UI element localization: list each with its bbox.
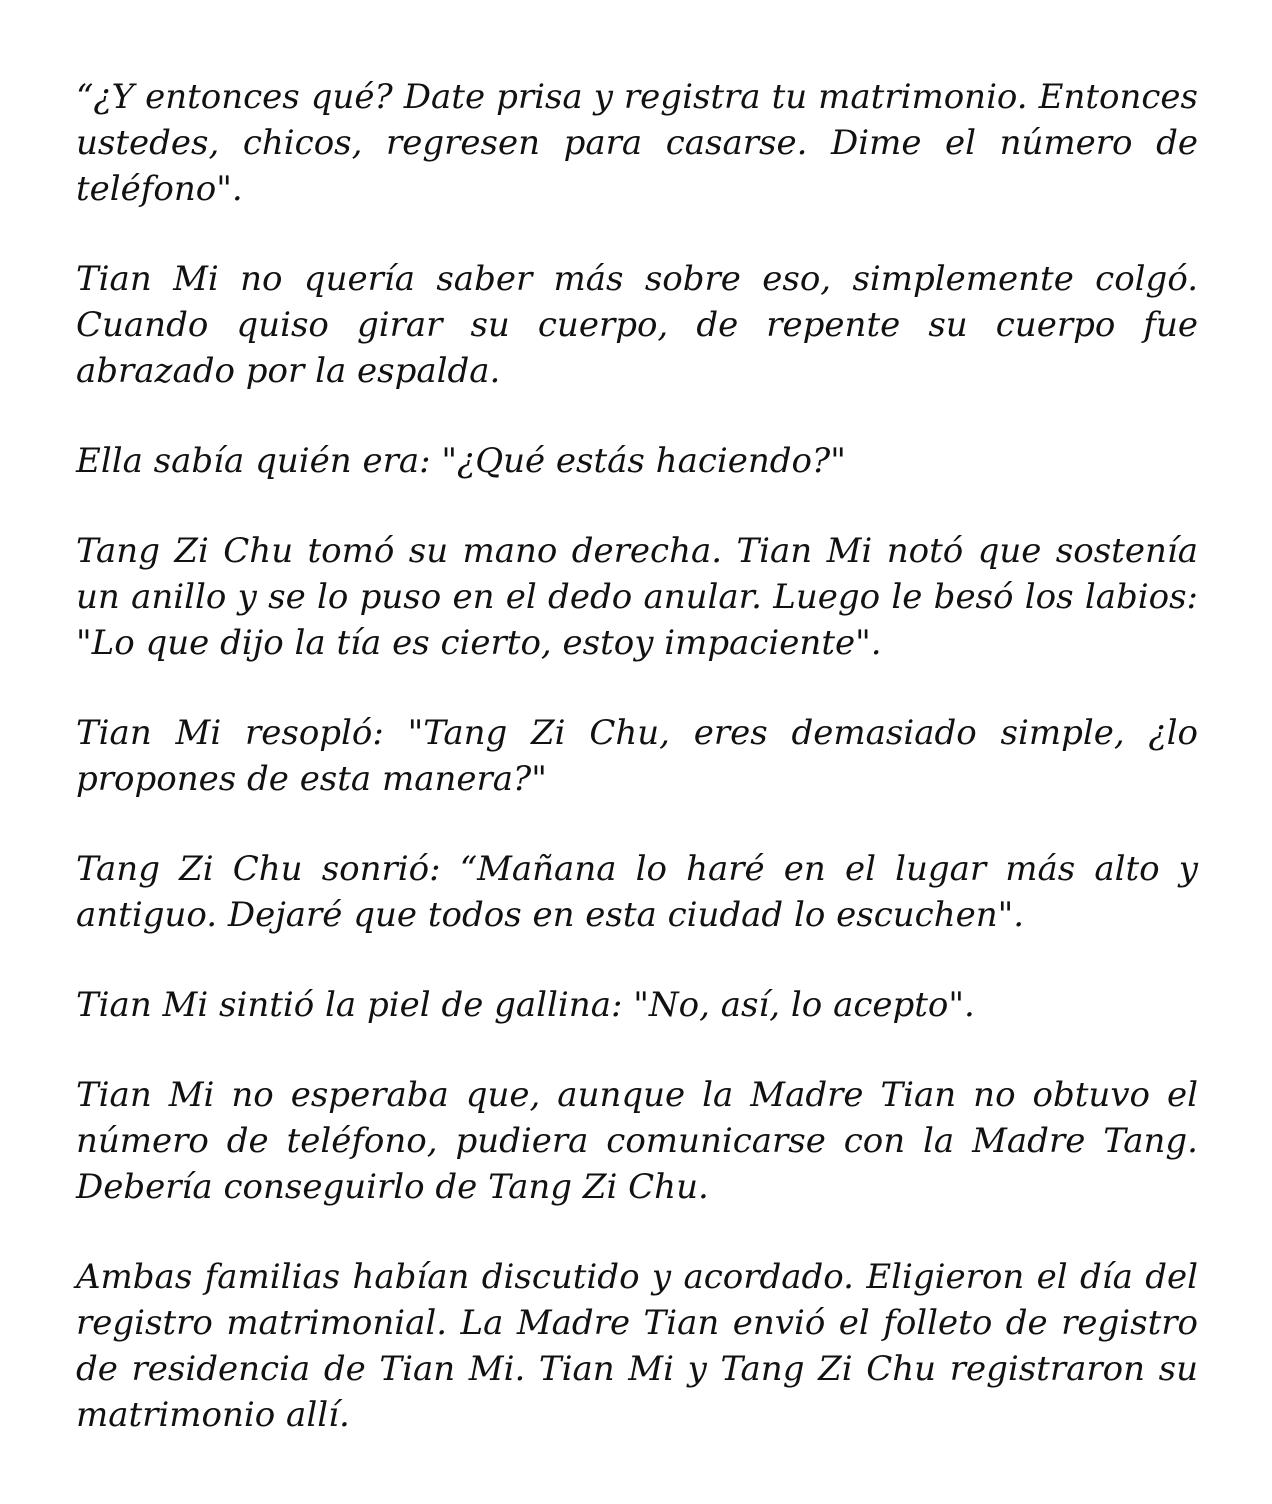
paragraph-8: Tian Mi no esperaba que, aunque la Madre Tian no obtuvo el número de teléfono, pudiera comunicarse con la Madre Tang. Debería conseguirlo de Tang Zi Chu. [76,1075,1198,1207]
paragraph-5: Tian Mi resopló: "Tang Zi Chu, eres demasiado simple, ¿lo propones de esta manera?" [76,713,1198,799]
paragraph-7: Tian Mi sintió la piel de gallina: "No, así, lo acepto". [76,985,975,1025]
paragraph-1: “¿Y entonces qué? Date prisa y registra tu matrimonio. Entonces ustedes, chicos, regresen para casarse. Dime el número de teléfono". [76,77,1198,209]
paragraph-3: Ella sabía quién era: "¿Qué estás haciendo?" [76,441,846,481]
paragraph-9: Ambas familias habían discutido y acordado. Eligieron el día del registro matrimonial. La Madre Tian envió el folleto de registro de residencia de Tian Mi. Tian Mi y Tang Zi Chu registraron su matrimonio allí. [76,1257,1198,1435]
paragraph-2: Tian Mi no quería saber más sobre eso, simplemente colgó. Cuando quiso girar su cuerpo, de repente su cuerpo fue abrazado por la espalda. [76,259,1198,391]
paragraph-4: Tang Zi Chu tomó su mano derecha. Tian Mi notó que sostenía un anillo y se lo puso en el dedo anular. Luego le besó los labios: "Lo que dijo la tía es cierto, estoy impaciente". [76,531,1198,663]
document-page [76,74,1198,1438]
paragraph-6: Tang Zi Chu sonrió: “Mañana lo haré en el lugar más alto y antiguo. Dejaré que todos en esta ciudad lo escuchen". [76,849,1198,935]
